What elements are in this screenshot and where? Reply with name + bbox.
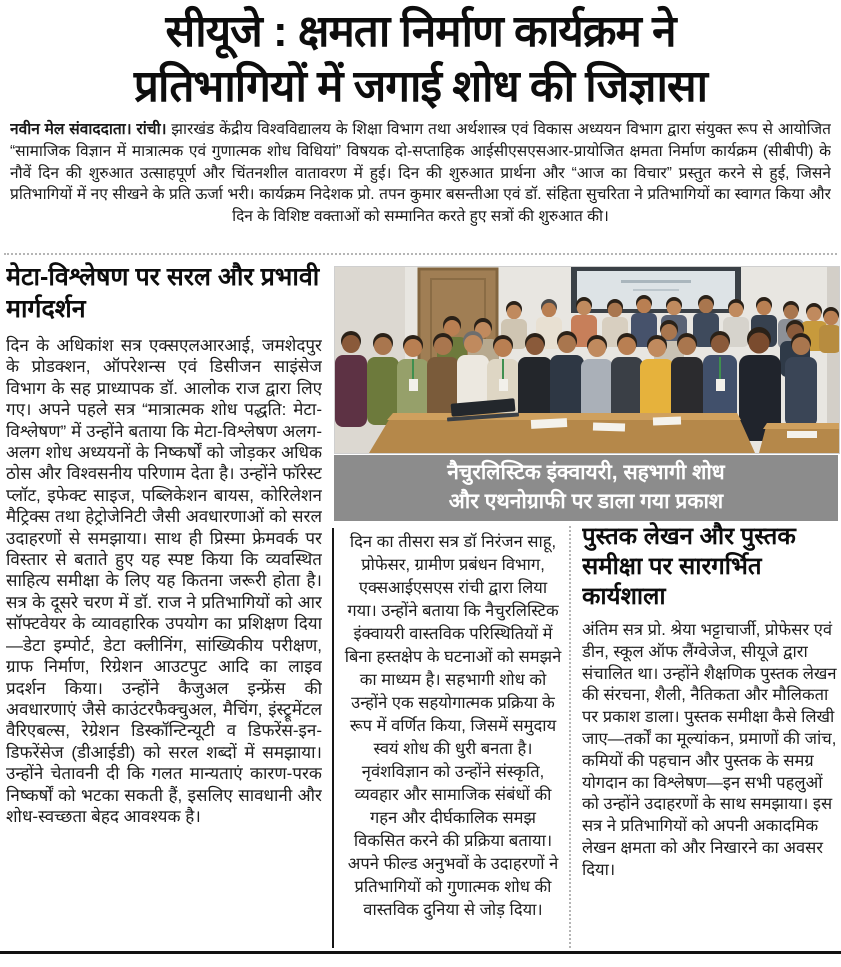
intro-separator-rule: [4, 253, 837, 255]
right-column-body: अंतिम सत्र प्रो. श्रेया भट्टाचार्जी, प्रोफेसर एवं डीन, स्कूल ऑफ लैंग्वेजेज, सीयूजे द्वारा संचालित था। उन्होंने शैक्षणिक पुस्तक लेखन की संरचना, शैली, नैतिकता और मौलिकता पर प्रकाश डाला। पुस्तक समीक्षा कैसे लिखी जाए—तर्कों का मूल्यांकन, प्रमाणों की जांच, कमियों की पहचान और पुस्तक के समग्र योगदान का विश्लेषण—इन सभी पहलुओं को उन्होंने उदाहरणों के साथ समझाया। इस सत्र ने प्रतिभागियों को अपनी अकादमिक लेखन क्षमता को और निखारने का अवसर दिया।: [582, 621, 837, 879]
intro-paragraph: [10, 119, 831, 251]
intro-text: झारखंड केंद्रीय विश्वविद्यालय के शिक्षा विभाग तथा अर्थशास्त्र एवं विकास अध्ययन विभाग द्वारा संयुक्त रूप से आयोजित “सामाजिक विज्ञान में मात्रात्मक एवं गुणात्मक शोध विधियां” विषयक दो-सप्ताहिक आईसीएसएसआर-प्रायोजित क्षमता निर्माण कार्यक्रम (सीबीपी) के नौवें दिन की शुरुआत उत्साहपूर्ण और चिंतनशील वातावरण में हुई। दिन की शुरुआत प्रार्थना और “आज का विचार” प्रस्तुत करने से हुई, जिसने प्रतिभागियों में नए सीखने के प्रति ऊर्जा भरी। कार्यक्रम निदेशक प्रो. तपन कुमार बसन्तीआ एवं डॉ. संहिता सुचरिता ने प्रतिभागियों का स्वागत किया और दिन के विशिष्ट वक्ताओं को सम्मानित करते हुए सत्रों की शुरुआत की।: [10, 121, 831, 226]
headline-line-1: सीयूजे : क्षमता निर्माण कार्यक्रम ने: [165, 7, 676, 56]
left-column: [6, 261, 322, 947]
right-column: [582, 522, 838, 948]
photo-caption-bar: [334, 455, 838, 521]
middle-column-body: दिन का तीसरा सत्र डॉ निरंजन साहू, प्रोफेसर, ग्रामीण प्रबंधन विभाग, एक्सआईएसएस रांची द्वारा लिया गया। उन्होंने बताया कि नैचुरलिस्टिक इंक्वायरी वास्तविक परिस्थितियों में बिना हस्तक्षेप के घटनाओं को समझने का माध्यम है। सहभागी शोध को उन्होंने एक सहयोगात्मक प्रक्रिया के रूप में वर्णित किया, जिसमें समुदाय स्वयं शोध की धुरी बनता है। नृवंशविज्ञान को उन्होंने संस्कृति, व्यवहार और सामाजिक संबंधों की गहन और दीर्घकालिक समझ विकसित करने की प्रक्रिया बताया। अपने फील्ड अनुभवों के उदाहरणों ने प्रतिभागियों को गुणात्मक शोध की वास्तविक दुनिया से जोड़ दिया।: [344, 533, 562, 919]
middle-column: [344, 531, 562, 947]
left-column-heading: मेटा-विश्लेषण पर सरल और प्रभावी मार्गदर्शन: [6, 263, 320, 323]
photo-block: [334, 266, 838, 521]
photo-screen: [571, 267, 741, 313]
photo-caption-line-2: और एथनोग्राफी पर डाला गया प्रकाश: [448, 490, 724, 513]
group-photo-image: [334, 266, 840, 454]
photo-caption-line-1: नैचुरलिस्टिक इंक्वायरी, सहभागी शोध: [447, 461, 725, 484]
column-divider-solid: [332, 528, 334, 948]
article-headline: [0, 4, 841, 114]
byline: नवीन मेल संवाददाता। रांची।: [10, 121, 167, 138]
right-column-heading: पुस्तक लेखन और पुस्तक समीक्षा पर सारगर्भित कार्यशाला: [582, 523, 796, 610]
column-divider-dotted: [569, 526, 571, 948]
headline-line-2: प्रतिभागियों में जगाई शोध की जिज्ञासा: [133, 62, 708, 111]
left-column-body: दिन के अधिकांश सत्र एक्सएलआरआई, जमशेदपुर के प्रोडक्शन, ऑपरेशन्स एवं डिसीजन साइंसेज विभाग के सह प्राध्यापक डॉ. आलोक राज द्वारा लिए गए। अपने पहले सत्र “मात्रात्मक शोध पद्धति: मेटा-विश्लेषण” में उन्होंने बताया कि मेटा-विश्लेषण अलग-अलग शोध अध्ययनों के निष्कर्षों को जोड़कर अधिक ठोस और विश्वसनीय परिणाम देता है। उन्होंने फॉरेस्ट प्लॉट, इफेक्ट साइज, पब्लिकेशन बायस, कोरिलेशन मैट्रिक्स तथा हेट्रोजेनिटी जैसी अवधारणाओं को सरल उदाहरणों से समझाया। साथ ही प्रिस्मा फ्रेमवर्क पर विस्तार से बताते हुए यह स्पष्ट किया कि व्यवस्थित साहित्य समीक्षा के लिए यह कितना जरूरी होता है। सत्र के दूसरे चरण में डॉ. राज ने प्रतिभागियों को आर सॉफ्टवेयर के व्यावहारिक उपयोग का प्रशिक्षण दिया—डेटा इम्पोर्ट, डेटा क्लीनिंग, सांख्यिकीय परीक्षण, ग्राफ निर्माण, रिग्रेशन आउटपुट आदि का लाइव प्रदर्शन किया। उन्होंने कैजुअल इन्फ्रेंस की अवधारणाएं जैसे काउंटरफैक्चुअल, मैचिंग, इंस्ट्रूमेंटल वैरिएबल्स, रेग्रेशन डिस्कॉन्टिन्यूटी व डिफरेंस-इन-डिफरेंसेज (डीआईडी) को सरल शब्दों में समझाया। उन्होंने चेतावनी दी कि गलत मान्यताएं कारण-परक निष्कर्षों को भटका सकती हैं, इसलिए सावधानी और शोध-स्वच्छता बेहद आवश्यक है।: [6, 336, 322, 826]
bottom-rule: [0, 951, 841, 954]
